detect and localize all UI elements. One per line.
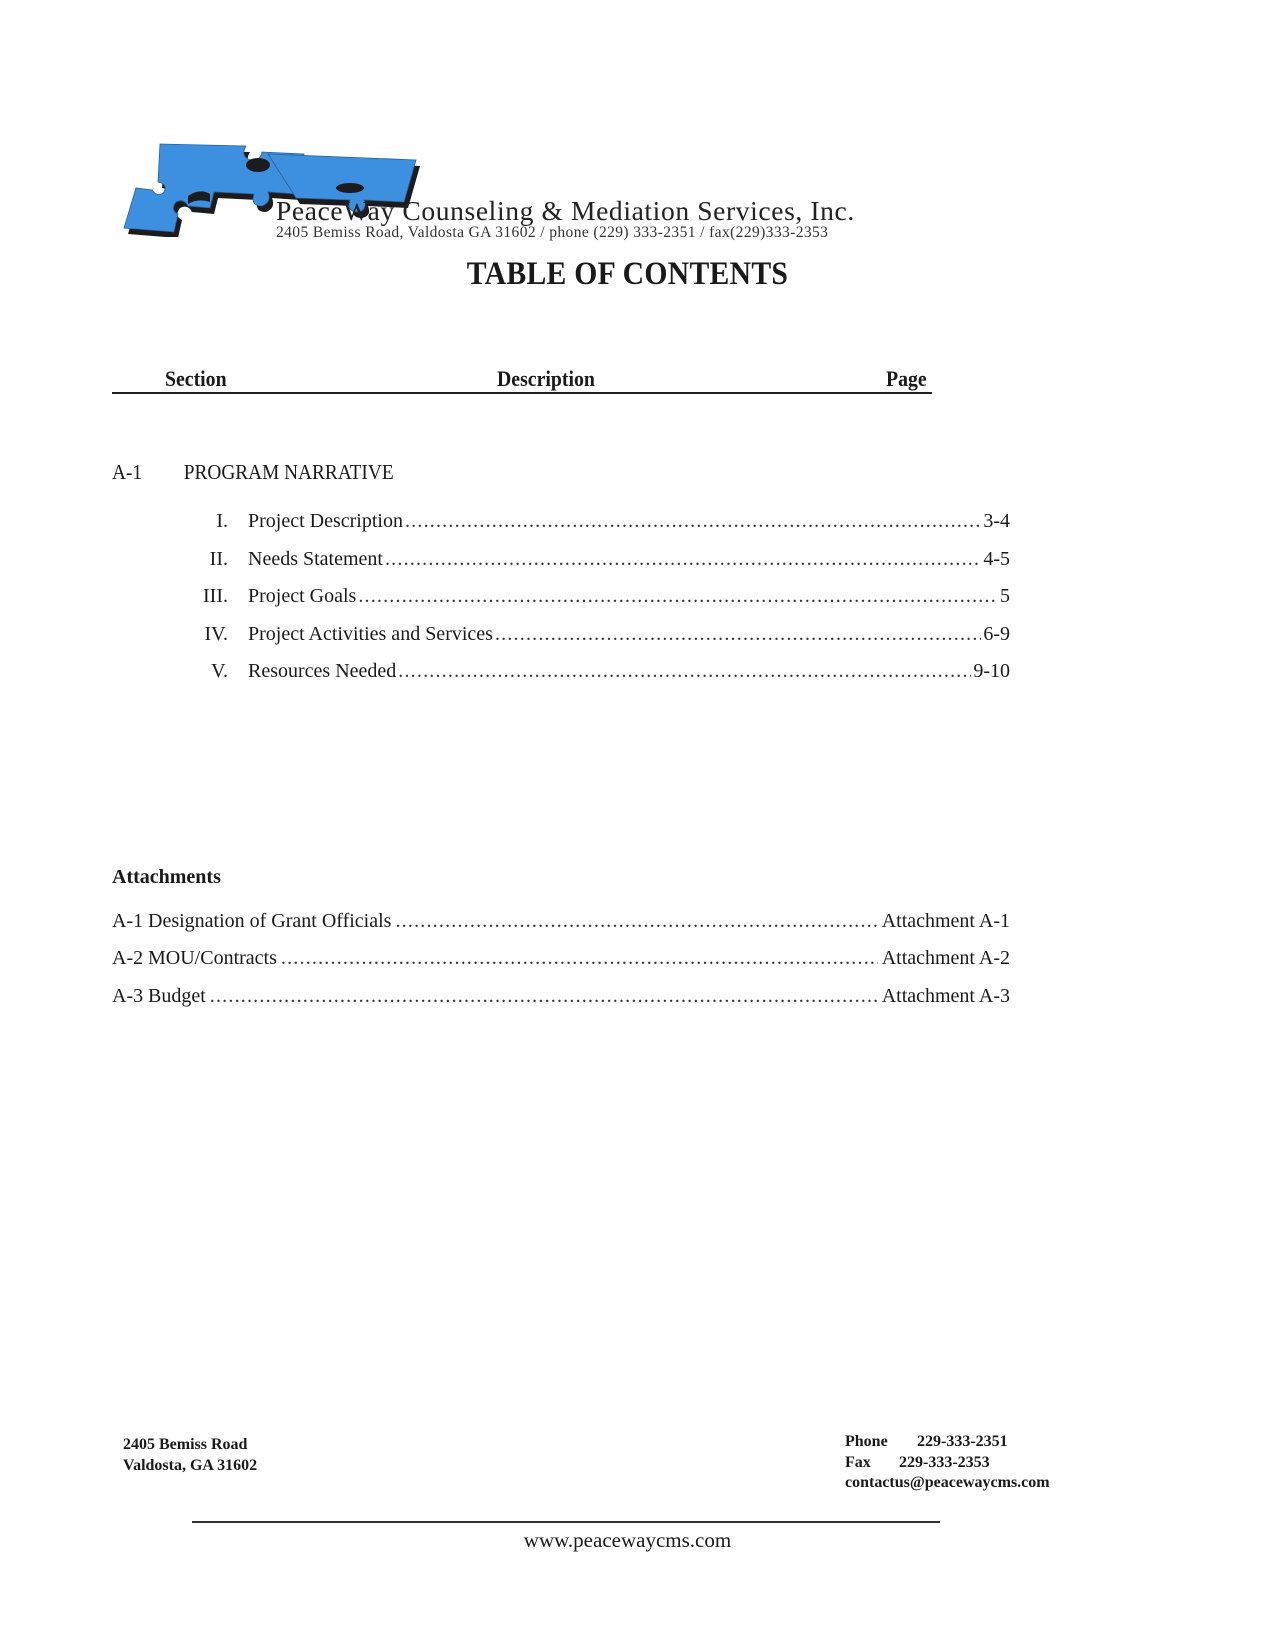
phone-label: Phone [845,1433,888,1450]
toc-entry[interactable] [180,548,1010,578]
toc-entry-number: I. [216,510,228,532]
section-code: A-1 [112,460,143,484]
toc-entry-number: II. [209,548,228,570]
attachment-ref: Attachment A-2 [881,947,1010,969]
toc-entry[interactable] [180,510,1010,540]
toc-entry-label: Needs Statement [248,548,383,570]
toc-entry-page: 5 [1000,585,1010,607]
attachment-label: Designation of Grant Officials [148,910,392,932]
attachment-code: A-2 [112,947,144,969]
footer-address [123,1434,257,1476]
toc-entry-page: 3-4 [983,510,1010,532]
email-link[interactable]: contactus@peacewaycms.com [845,1474,1050,1491]
toc-entry-page: 4-5 [983,548,1010,570]
footer-address-line1: 2405 Bemiss Road [123,1436,248,1453]
dot-leader [398,660,971,683]
dot-leader [358,585,998,608]
toc-entry-label: Project Activities and Services [248,623,493,645]
toc-entry[interactable] [180,660,1010,690]
fax-number: 229-333-2353 [899,1453,990,1471]
footer-contact [845,1432,1050,1494]
phone-number: 229-333-2351 [917,1433,1008,1450]
toc-entry-number: IV. [204,623,228,645]
website-link[interactable]: www.peacewaycms.com [523,1528,732,1552]
toc-entry-number: III. [203,585,228,607]
attachment-label: MOU/Contracts [148,947,277,969]
attachment-code: A-3 [112,985,144,1007]
toc-entry-label: Project Description [248,510,403,532]
toc-entry-page: 9-10 [973,660,1010,682]
attachment-entry[interactable] [112,910,1010,940]
attachment-ref: Attachment A-1 [881,910,1010,932]
toc-entry-page: 6-9 [983,623,1010,645]
footer-address-line2: Valdosta, GA 31602 [123,1457,258,1474]
column-header-page: Page [886,366,927,391]
column-header-section: Section [165,366,227,391]
attachment-code: A-1 [112,910,144,932]
page-title: TABLE OF CONTENTS [466,256,789,292]
attachment-entry[interactable] [112,947,1010,977]
section-title: PROGRAM NARRATIVE [183,460,394,484]
dot-leader [210,985,878,1008]
company-address-line: 2405 Bemiss Road, Valdosta GA 31602 / phone (229) 333-2351 / fax(229)333-2353 [276,224,829,241]
toc-entry-label: Project Goals [248,585,357,607]
dot-leader [405,510,981,533]
company-name: PeaceWay Counseling & Mediation Services, Inc. [276,196,855,226]
attachments-heading: Attachments [112,866,221,888]
column-header-description: Description [497,366,595,391]
toc-entry[interactable] [180,585,1010,615]
dot-leader [395,910,877,933]
attachment-entry[interactable] [112,985,1010,1015]
footer-phone-row [845,1432,1050,1453]
header-underline [112,392,932,394]
fax-label: Fax [845,1453,871,1471]
footer-fax-row [845,1453,1050,1474]
toc-entry[interactable] [180,623,1010,653]
attachment-ref: Attachment A-3 [881,985,1010,1007]
dot-leader [385,548,981,571]
attachment-label: Budget [148,985,206,1007]
section-program-narrative [112,460,394,485]
footer-divider [192,1521,940,1523]
toc-entry-label: Resources Needed [248,660,397,682]
dot-leader [281,947,878,970]
dot-leader [495,623,981,646]
toc-entry-number: V. [211,660,228,682]
